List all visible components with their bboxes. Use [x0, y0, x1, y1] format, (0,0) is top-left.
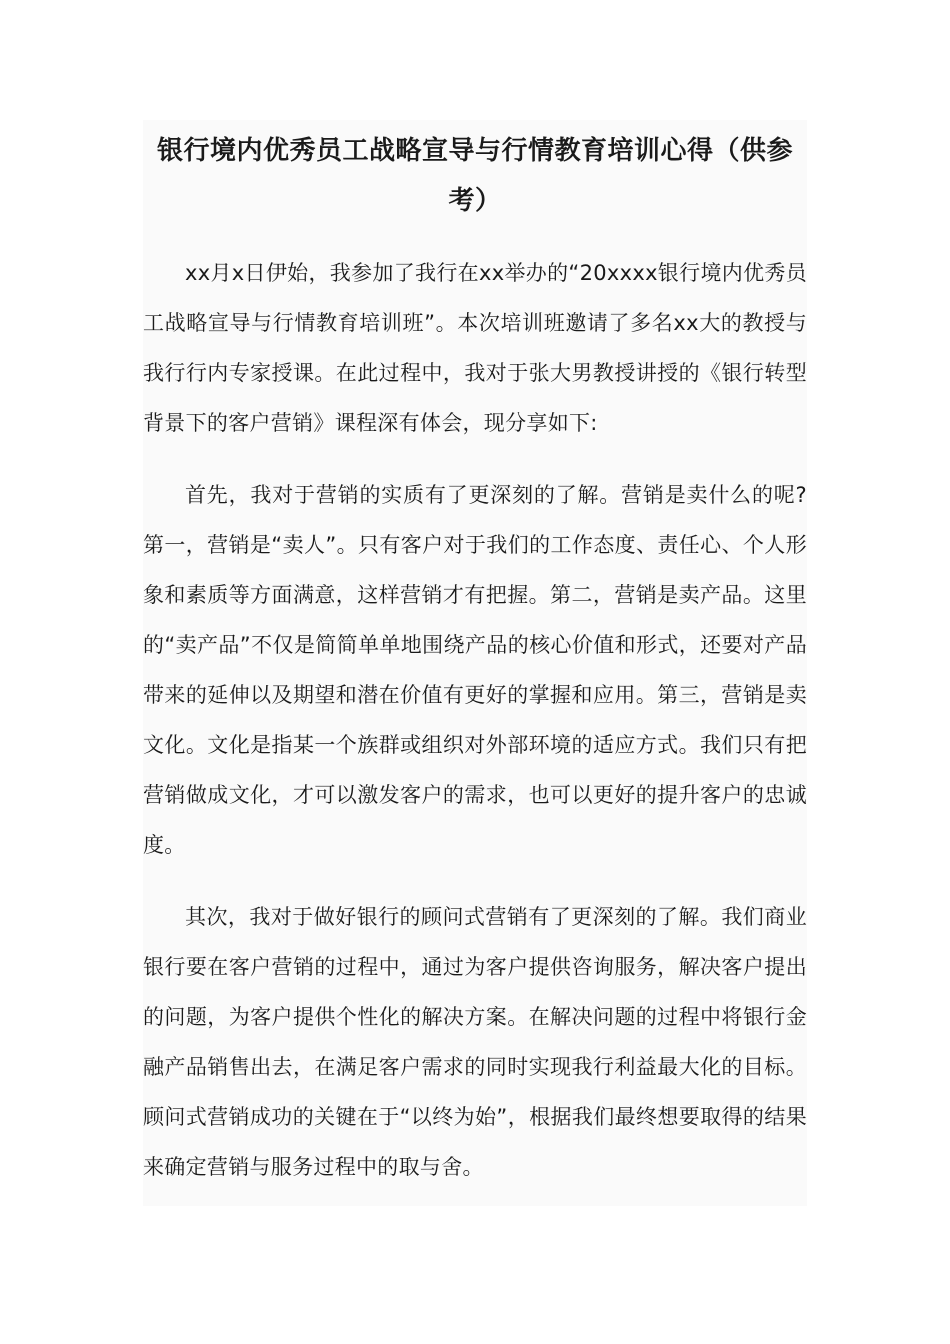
paragraph-first-point: 首先，我对于营销的实质有了更深刻的了解。营销是卖什么的呢?第一，营销是“卖人”。只有客户对于我们的工作态度、责任心、个人形象和素质等方面满意，这样营销才有把握。第二，营销是卖产品。这里的“卖产品”不仅是简简单单地围绕产品的核心价值和形式，还要对产品带来的延伸以及期望和潜在价值有更好的掌握和应用。第三，营销是卖文化。文化是指某一个族群或组织对外部环境的适应方式。我们只有把营销做成文化，才可以激发客户的需求，也可以更好的提升客户的忠诚度。 [143, 483, 807, 857]
paragraph-second-point: 其次，我对于做好银行的顾问式营销有了更深刻的了解。我们商业银行要在客户营销的过程中，通过为客户提供咨询服务，解决客户提出的问题，为客户提供个性化的解决方案。在解决问题的过程中将银行金融产品销售出去，在满足客户需求的同时实现我行利益最大化的目标。顾问式营销成功的关键在于“以终为始”，根据我们最终想要取得的结果来确定营销与服务过程中的取与舍。 [143, 905, 807, 1179]
paragraph-intro: xx月x日伊始，我参加了我行在xx举办的“20xxxx银行境内优秀员工战略宣导与行情教育培训班”。本次培训班邀请了多名xx大的教授与我行行内专家授课。在此过程中，我对于张大男教授讲授的《银行转型背景下的客户营销》课程深有体会，现分享如下: [143, 261, 807, 435]
document-page [143, 120, 807, 1206]
document-title: 银行境内优秀员工战略宣导与行情教育培训心得（供参考） [156, 136, 793, 216]
